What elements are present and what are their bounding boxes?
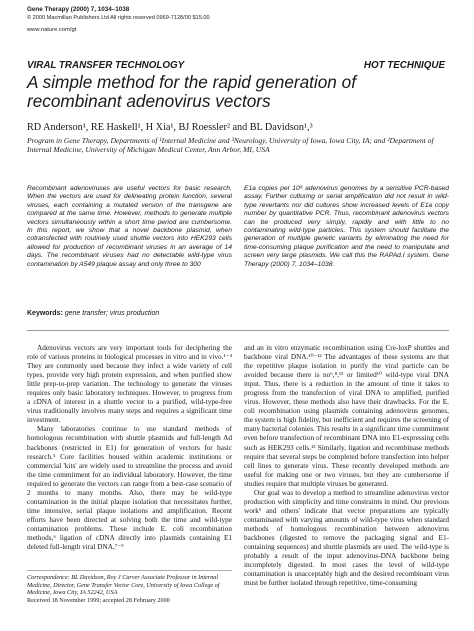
article-type-label: HOT TECHNIQUE (363, 60, 445, 71)
footnote-divider (27, 570, 232, 571)
section-label: VIRAL TRANSFER TECHNOLOGY (27, 60, 185, 71)
copyright-line: © 2000 Macmillan Publishers Ltd All rights reserved 0969-7128/00 $15.00 (27, 15, 210, 21)
divider (27, 330, 449, 331)
affiliations: Program in Gene Therapy, Departments of ¹Internal Medicine and ³Neurology, University of Iowa, Iowa City, IA; and ²Department of Internal Medicine, University of Michigan Medical Center, Ann Arbor, MI, USA (27, 136, 434, 154)
correspondence-footnote (27, 574, 232, 604)
journal-header (27, 6, 210, 34)
keywords (27, 310, 159, 317)
abstract-right: E1a copies per 10⁸ adenovirus genomes by a sensitive PCR-based assay. Further culturing or serial amplification did not result in wild-type revertants nor did cultures show increased levels of E1a copy number by quantitative PCR. Thus, recombinant adenovirus vectors can be produced very simply, rapidly and with little to no contaminating wild-type particles. This system should facilitate the generation of multiple genetic variants by eliminating the need for time-consuming plaque purification and the need to manipulate and screen very large plasmids. We call this the RAPAd.I system. Gene Therapy (2000) 7, 1034–1038. (244, 185, 449, 268)
keywords-label: Keywords: (27, 310, 63, 317)
correspondence: Correspondence: BL Davidson, Roy J Carver Associate Professor in Internal Medicine, Director, Gene Transfer Vector Core, University of Iowa College of Medicine, Iowa City, IA 52242, USA (27, 574, 220, 597)
article-title: A simple method for the rapid generation of recombinant adenovirus vectors (27, 72, 356, 111)
journal-url[interactable]: www.nature.com/gt (27, 27, 77, 33)
body-paragraph: and an in vitro enzymatic recombination using Cre-loxP shuttles and backbone viral DNA.¹⁰⁻¹² The advantages of these systems are that the repetitive plaque isolation to purify the viral particle can be avoided because there is no⁶,⁸,¹² or limited¹⁰ wild-type viral DNA input. Thus, there is a reduction in the amount of time it takes to progress from the transfection of viral DNA to amplified, purified virus. However, these methods also have their drawbacks. For the E. coli recombination using plasmids containing adenovirus genomes, the system is high fidelity, but inefficient and requires the screening of many bacterial colonies. This results in a significant time commitment even before transfection of recombinant DNA into E1-expressing cells such as HEK293 cells.¹³ Similarly, ligation and recombinase methods require that several steps be completed before transfection into helper cell lines to generate virus. These recently developed methods are useful for making one or two viruses, but they are cumbersome if studies require that multiple viruses be generated. (244, 344, 449, 488)
body-column-right (244, 344, 449, 588)
keywords-value: gene transfer; virus production (64, 310, 160, 317)
received-date: Received 18 November 1999; accepted 28 February 2000 (27, 596, 170, 604)
author-list: RD Anderson¹, RE Haskell¹, H Xia¹, BJ Roessler² and BL Davidson¹,³ (27, 122, 313, 133)
body-column-left (27, 344, 232, 552)
abstract-left: Recombinant adenoviruses are useful vectors for basic research. When the vectors are used for delineating protein function, several viruses, each containing a mutated version of the transgene are compared at the same time. However, methods to generate multiple vectors simultaneously within a short time period are cumbersome. In this report, we show that a novel backbone plasmid, when cotransfected with routinely used shuttle vectors into HEK293 cells allowed for production of recombinant viruses in an average of 14 days. The recombinant viruses had no detectable wild-type virus contamination by A549 plaque assay and only three to 300 (27, 185, 232, 268)
body-paragraph: Adenovirus vectors are very important tools for deciphering the role of various proteins in biological processes in vitro and in vivo.¹⁻⁴ They are commonly used because they infect a wide variety of cell types, provide very high protein expression, and when purified show little prep-to-prep variation. The technology to generate the viruses requires only basic laboratory techniques. However, to progress from a cDNA of interest in a shuttle vector to a purified, wild-type-free virus traditionally involves many steps and requires a significant time investment. (27, 344, 232, 425)
body-paragraph: Many laboratories continue to use standard methods of homologous recombination with shuttle plasmids and full-length Ad backbones (restricted in E1) for generation of vectors for basic research.⁵ Core facilities housed within academic institutions or commercial 'kits' are widely used to streamline the process and avoid the time commitment for an individual laboratory. However, the time required to generate the vectors can range from a best-case scenario of 2 months to many months. Also, there may be wild-type contamination in the initial plaque isolation that necessitates further, time intensive, serial plaque isolations and amplification. Recent efforts have been directed at solving both the time and wild-type contamination problems. These include E. coli recombination methods,⁶ ligation of cDNA directly into plasmids containing E1 deleted full-length viral DNA,⁷⁻⁹ (27, 425, 232, 552)
body-paragraph: Our goal was to develop a method to streamline adenovirus vector production with simplicity and time constraints in mind. Our previous work⁵ and others' indicate that vector preparations are typically contaminated with varying amounts of wild-type virus when standard methods of homologous recombination between adenovirus backbones (digested to remove the packaging signal and E1-containing sequences) and shuttle plasmids are used. The wild-type is probably a result of the input adenovirus-DNA backbone being incompletely digested. In most cases the level of wild-type contamination is unacceptably high and the desired recombinant virus must be further isolated through repetitive, time-consuming (244, 488, 449, 588)
journal-citation: Gene Therapy (2000) 7, 1034–1038 (27, 6, 130, 13)
